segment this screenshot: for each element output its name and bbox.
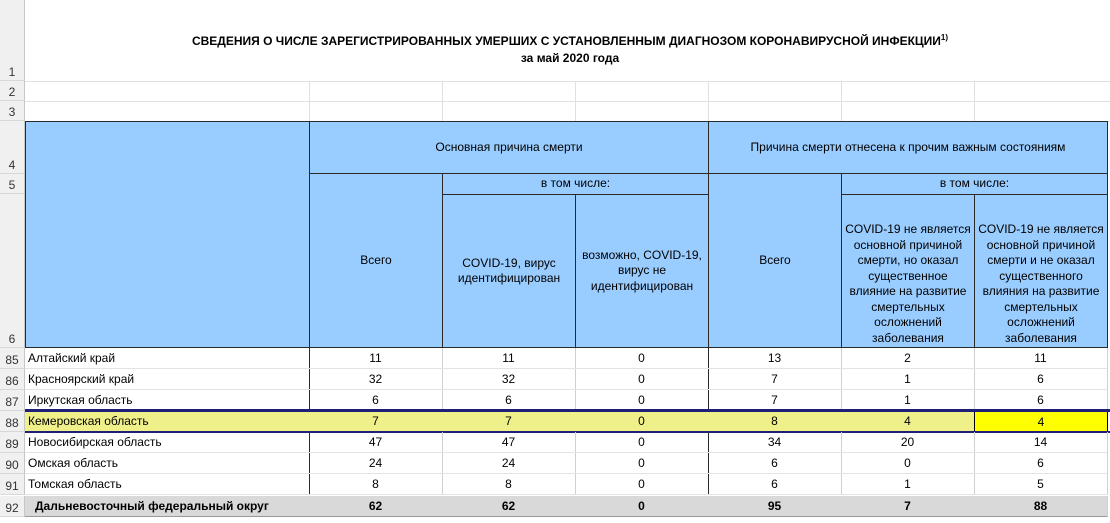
gridline xyxy=(575,81,576,121)
value-covid-not-influenced[interactable]: 14 xyxy=(974,432,1108,453)
value-covid-influenced[interactable]: 1 xyxy=(841,369,975,390)
value-total-other[interactable]: 95 xyxy=(708,496,842,517)
gridline xyxy=(708,81,709,121)
value-covid-possible[interactable]: 0 xyxy=(575,411,709,432)
region-name[interactable]: Томская область xyxy=(25,474,310,495)
table-row xyxy=(0,474,1110,495)
row-header-4[interactable]: 4 xyxy=(0,121,25,174)
highlight-border-top xyxy=(25,409,1110,412)
header-incl-main[interactable]: в том числе: xyxy=(442,173,709,195)
value-covid-not-influenced[interactable]: 4 xyxy=(974,411,1108,432)
value-covid-influenced[interactable]: 4 xyxy=(841,411,975,432)
row-number[interactable]: 88 xyxy=(0,411,25,432)
header-covid-possible[interactable]: возможно, COVID-19, вирус не идентифицирован xyxy=(575,194,709,348)
header-covid-influenced[interactable]: COVID-19 не является основной причиной смерти, но оказал существенное влияние на развитие смертельных осложнений заболевания xyxy=(841,194,975,348)
report-title: СВЕДЕНИЯ О ЧИСЛЕ ЗАРЕГИСТРИРОВАННЫХ УМЕРШИХ С УСТАНОВЛЕННЫМ ДИАГНОЗОМ КОРОНАВИРУСНОЙ ИНФЕКЦИИ$^{1)}$ xyxy=(191,33,949,48)
value-total-other[interactable]: 6 xyxy=(708,453,842,474)
value-covid-possible[interactable]: 0 xyxy=(575,348,709,369)
value-covid-possible[interactable]: 0 xyxy=(575,432,709,453)
value-covid-influenced[interactable]: 7 xyxy=(841,496,975,517)
row-header-3[interactable]: 3 xyxy=(0,101,25,121)
row-header-1[interactable]: 1 xyxy=(0,0,25,81)
value-covid-influenced[interactable]: 1 xyxy=(841,390,975,411)
header-total-other[interactable]: Всего xyxy=(708,173,842,348)
value-covid-identified[interactable]: 62 xyxy=(442,496,576,517)
gridline xyxy=(25,101,1110,102)
value-covid-not-influenced[interactable]: 6 xyxy=(974,369,1108,390)
value-total-other[interactable]: 6 xyxy=(708,474,842,495)
region-name[interactable]: Новосибирская область xyxy=(25,432,310,453)
row-header-6[interactable]: 6 xyxy=(0,194,25,348)
row-number[interactable]: 87 xyxy=(0,390,25,411)
value-total-other[interactable]: 13 xyxy=(708,348,842,369)
value-covid-identified[interactable]: 47 xyxy=(442,432,576,453)
value-covid-identified[interactable]: 11 xyxy=(442,348,576,369)
gridline xyxy=(309,81,310,121)
table-row xyxy=(0,411,1110,432)
value-covid-possible[interactable]: 0 xyxy=(575,390,709,411)
value-covid-identified[interactable]: 32 xyxy=(442,369,576,390)
table-row xyxy=(0,496,1110,517)
value-covid-not-influenced[interactable]: 88 xyxy=(974,496,1108,517)
gridline xyxy=(974,81,975,121)
gridline xyxy=(442,81,443,121)
value-total-main[interactable]: 62 xyxy=(309,496,443,517)
value-total-main[interactable]: 6 xyxy=(309,390,443,411)
table-row xyxy=(0,348,1110,369)
region-name[interactable]: Кемеровская область xyxy=(25,411,310,432)
value-covid-identified[interactable]: 7 xyxy=(442,411,576,432)
value-covid-influenced[interactable]: 1 xyxy=(841,474,975,495)
value-covid-identified[interactable]: 8 xyxy=(442,474,576,495)
region-name[interactable]: Красноярский край xyxy=(25,369,310,390)
value-covid-not-influenced[interactable]: 6 xyxy=(974,453,1108,474)
value-covid-not-influenced[interactable]: 6 xyxy=(974,390,1108,411)
row-number[interactable]: 92 xyxy=(0,496,25,517)
value-covid-not-influenced[interactable]: 5 xyxy=(974,474,1108,495)
header-incl-other[interactable]: в том числе: xyxy=(841,173,1108,195)
row-number[interactable]: 85 xyxy=(0,348,25,369)
value-covid-possible[interactable]: 0 xyxy=(575,369,709,390)
row-number[interactable]: 89 xyxy=(0,432,25,453)
region-name[interactable]: Иркутская область xyxy=(25,390,310,411)
value-total-main[interactable]: 7 xyxy=(309,411,443,432)
row-number[interactable]: 91 xyxy=(0,474,25,495)
value-total-other[interactable]: 7 xyxy=(708,390,842,411)
value-total-main[interactable]: 32 xyxy=(309,369,443,390)
value-covid-not-influenced[interactable]: 11 xyxy=(974,348,1108,369)
value-covid-identified[interactable]: 6 xyxy=(442,390,576,411)
region-name[interactable]: Дальневосточный федеральный округ xyxy=(25,496,310,517)
value-covid-possible[interactable]: 0 xyxy=(575,496,709,517)
row-header-2[interactable]: 2 xyxy=(0,81,25,101)
row-number[interactable]: 86 xyxy=(0,369,25,390)
region-name[interactable]: Омская область xyxy=(25,453,310,474)
value-covid-influenced[interactable]: 2 xyxy=(841,348,975,369)
value-total-main[interactable]: 24 xyxy=(309,453,443,474)
header-total-main[interactable]: Всего xyxy=(309,173,443,348)
header-other-cause[interactable]: Причина смерти отнесена к прочим важным состояниям xyxy=(708,121,1108,174)
value-covid-identified[interactable]: 24 xyxy=(442,453,576,474)
value-total-main[interactable]: 11 xyxy=(309,348,443,369)
gridline xyxy=(841,81,842,121)
table-row xyxy=(0,432,1110,453)
header-covid-not-influenced[interactable]: COVID-19 не является основной причиной смерти и не оказал существенного влияния на развитие смертельных осложнений заболевания xyxy=(974,194,1108,348)
row-number[interactable]: 90 xyxy=(0,453,25,474)
table-row xyxy=(0,390,1110,411)
table-row xyxy=(0,453,1110,474)
value-covid-possible[interactable]: 0 xyxy=(575,474,709,495)
value-covid-influenced[interactable]: 20 xyxy=(841,432,975,453)
value-total-other[interactable]: 7 xyxy=(708,369,842,390)
value-total-other[interactable]: 8 xyxy=(708,411,842,432)
value-total-main[interactable]: 47 xyxy=(309,432,443,453)
value-covid-influenced[interactable]: 0 xyxy=(841,453,975,474)
header-main-cause[interactable]: Основная причина смерти xyxy=(309,121,709,174)
value-total-other[interactable]: 34 xyxy=(708,432,842,453)
gridline xyxy=(25,81,1110,82)
value-covid-possible[interactable]: 0 xyxy=(575,453,709,474)
header-region-blank[interactable] xyxy=(25,121,310,348)
header-covid-identified[interactable]: COVID-19, вирус идентифицирован xyxy=(442,194,576,348)
row-header-5[interactable]: 5 xyxy=(0,174,25,194)
report-period: за май 2020 года xyxy=(520,51,620,65)
value-total-main[interactable]: 8 xyxy=(309,474,443,495)
table-row xyxy=(0,369,1110,390)
region-name[interactable]: Алтайский край xyxy=(25,348,310,369)
